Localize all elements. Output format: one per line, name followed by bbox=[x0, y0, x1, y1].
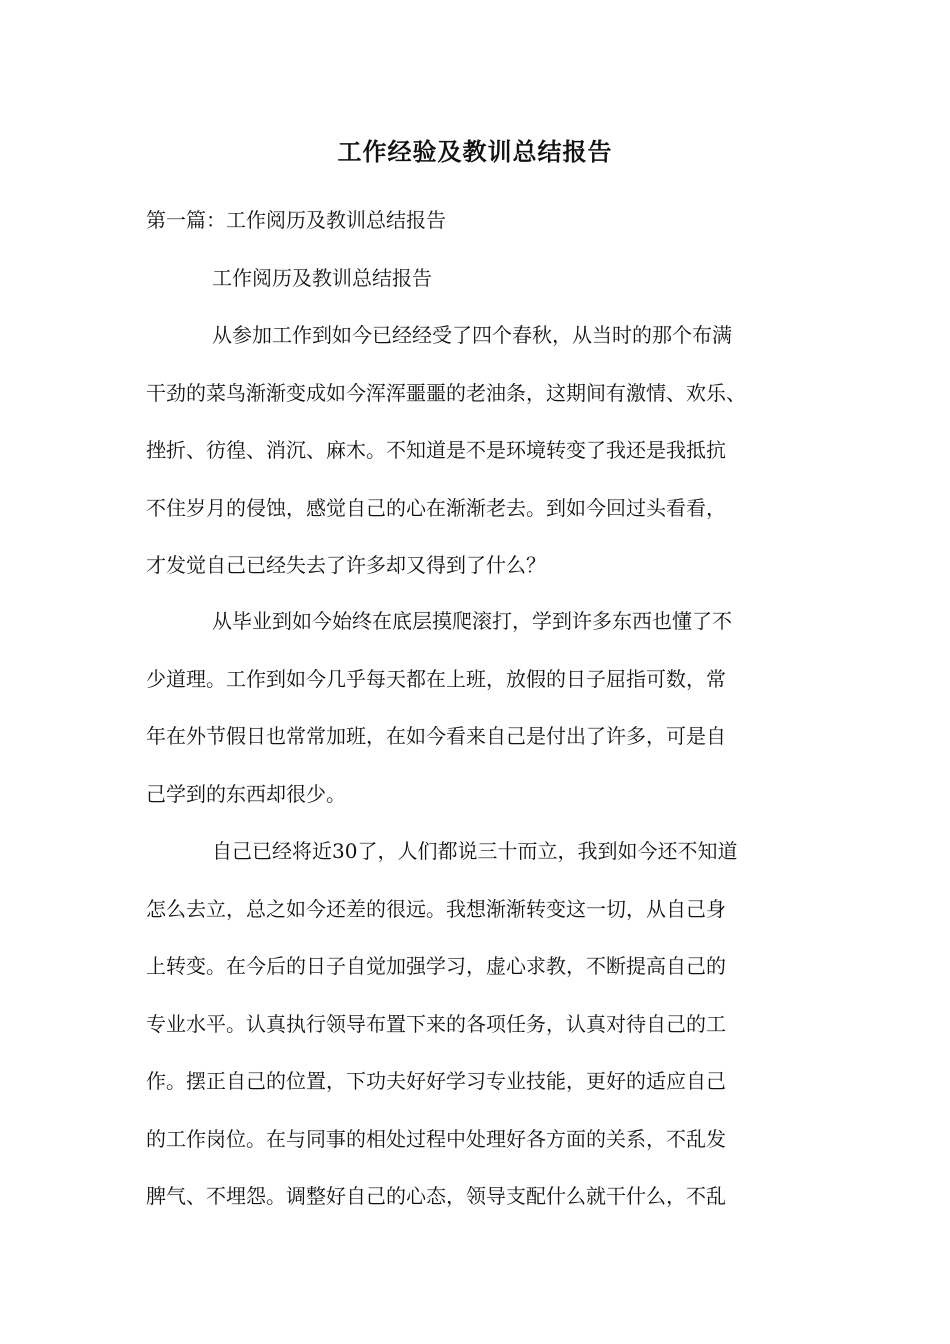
document-title: 工作经验及教训总结报告 bbox=[337, 138, 613, 166]
paragraph-line: 干劲的菜鸟渐渐变成如今浑浑噩噩的老油条，这期间有激情、欢乐、 bbox=[146, 380, 746, 405]
paragraph-line: 从参加工作到如今已经经受了四个春秋，从当时的那个布满 bbox=[212, 323, 732, 347]
paragraph-line: 才发觉自己已经失去了许多却又得到了什么？ bbox=[146, 553, 546, 577]
section-heading: 第一篇：工作阅历及教训总结报告 bbox=[146, 208, 446, 232]
paragraph-line: 己学到的东西却很少。 bbox=[146, 781, 346, 806]
paragraph-line: 自己已经将近30了，人们都说三十而立，我到如今还不知道 bbox=[212, 839, 738, 863]
paragraph-line: 挫折、彷徨、消沉、麻木。不知道是不是环境转变了我还是我抵抗 bbox=[146, 438, 726, 462]
paragraph-line: 不住岁月的侵蚀，感觉自己的心在渐渐老去。到如今回过头看看， bbox=[146, 495, 726, 520]
paragraph-line: 作。摆正自己的位置，下功夫好好学习专业技能，更好的适应自己 bbox=[146, 1069, 726, 1093]
paragraph-line: 少道理。工作到如今几乎每天都在上班，放假的日子屈指可数，常 bbox=[146, 666, 726, 691]
paragraph-line: 专业水平。认真执行领导布置下来的各项任务，认真对待自己的工 bbox=[146, 1011, 726, 1036]
paragraph-line: 脾气、不埋怨。调整好自己的心态，领导支配什么就干什么，不乱 bbox=[146, 1184, 726, 1208]
paragraph-line: 怎么去立，总之如今还差的很远。我想渐渐转变这一切，从自己身 bbox=[146, 896, 726, 921]
paragraph-line: 上转变。在今后的日子自觉加强学习，虚心求教，不断提高自己的 bbox=[146, 954, 726, 978]
sub-heading: 工作阅历及教训总结报告 bbox=[212, 266, 432, 290]
paragraph-3 bbox=[146, 835, 826, 1238]
paragraph-line: 年在外节假日也常常加班，在如今看来自己是付出了许多，可是自 bbox=[146, 724, 726, 748]
paragraph-2 bbox=[146, 605, 826, 835]
paragraph-line: 从毕业到如今始终在底层摸爬滚打，学到许多东西也懂了不 bbox=[212, 609, 732, 633]
paragraph-line: 的工作岗位。在与同事的相处过程中处理好各方面的关系，不乱发 bbox=[146, 1126, 726, 1151]
paragraph-1 bbox=[146, 319, 826, 607]
